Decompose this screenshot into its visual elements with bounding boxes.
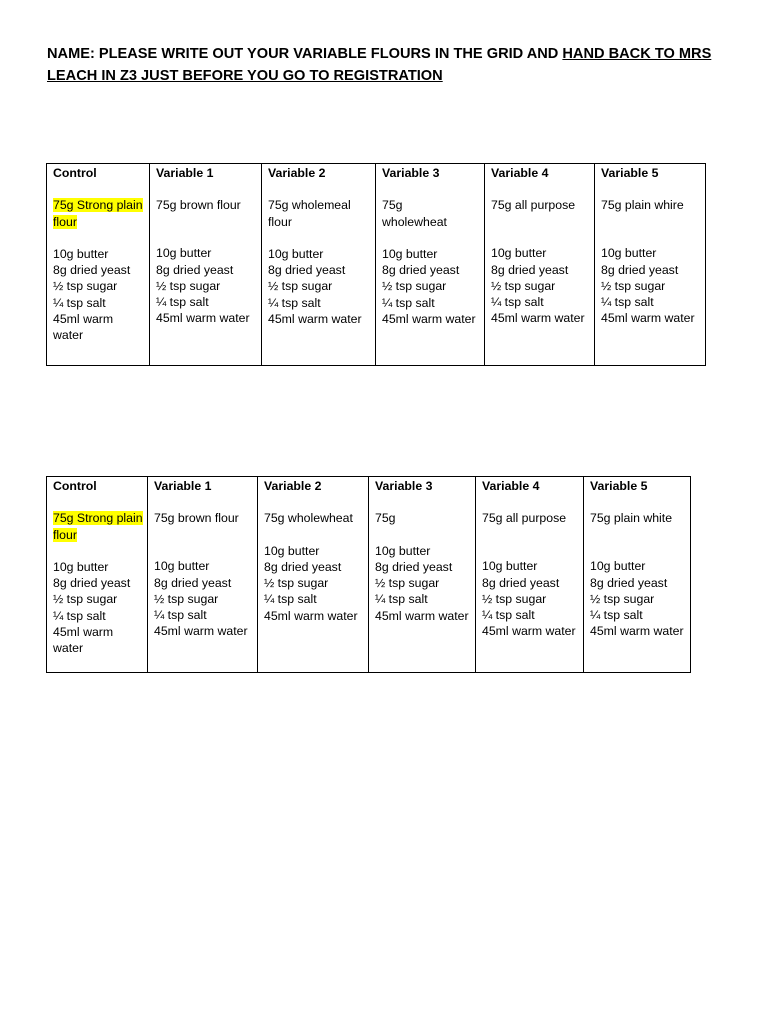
ingredient-item: ½ tsp sugar <box>375 576 440 591</box>
grid2-variable-4-cell[interactable] <box>476 477 584 673</box>
flour-entry: 75g wholemeal flour <box>268 198 351 229</box>
ingredient-item: 45ml warm water <box>268 312 362 327</box>
flour-entry: 75g brown flour <box>154 511 239 526</box>
column-header: Variable 2 <box>268 166 326 180</box>
ingredient-item: 10g butter <box>382 246 438 261</box>
ingredient-item: 10g butter <box>53 246 109 261</box>
grid2-variable-3-cell[interactable] <box>369 477 476 673</box>
ingredient-item: ½ tsp sugar <box>264 576 329 591</box>
page-heading <box>47 43 737 87</box>
ingredient-item: 10g butter <box>156 246 212 261</box>
ingredient-list <box>53 246 145 344</box>
column-header: Variable 5 <box>590 479 648 493</box>
ingredient-item: ½ tsp sugar <box>53 592 118 607</box>
ingredient-list <box>382 246 480 327</box>
grid1-variable-1-cell[interactable] <box>150 164 262 366</box>
flour-entry-highlighted: 75g Strong plain flour <box>53 511 143 542</box>
ingredient-item: ¼ tsp salt <box>482 608 535 623</box>
ingredient-item: 8g dried yeast <box>154 575 232 590</box>
ingredient-item: ½ tsp sugar <box>154 591 219 606</box>
ingredient-item: 8g dried yeast <box>482 575 560 590</box>
column-header: Variable 1 <box>154 479 212 493</box>
ingredient-item: 45ml warm water <box>382 312 476 327</box>
ingredient-list <box>375 543 471 624</box>
ingredient-item: 10g butter <box>268 246 324 261</box>
column-header: Variable 2 <box>264 479 322 493</box>
ingredient-list <box>268 246 371 327</box>
ingredient-item: ¼ tsp salt <box>268 295 321 310</box>
flour-entry: 75g all purpose <box>491 198 576 213</box>
flour-entry: 75g <box>375 511 396 526</box>
ingredient-list <box>482 558 579 639</box>
column-header: Variable 3 <box>382 166 440 180</box>
ingredient-list <box>601 245 701 326</box>
ingredient-item: 45ml warm water <box>375 608 469 623</box>
ingredient-item: 10g butter <box>375 543 431 558</box>
column-header: Control <box>53 166 97 180</box>
ingredient-item: 45ml warm water <box>590 624 684 639</box>
ingredient-list <box>264 543 364 624</box>
ingredient-list <box>154 558 253 639</box>
table-row <box>47 477 691 673</box>
ingredient-item: 8g dried yeast <box>590 575 668 590</box>
ingredient-list <box>156 245 257 326</box>
grid1-variable-4-cell[interactable] <box>485 164 595 366</box>
ingredient-item: 10g butter <box>590 559 646 574</box>
ingredient-item: 45ml warm water <box>53 312 114 343</box>
ingredient-item: 10g butter <box>264 543 320 558</box>
ingredient-item: 10g butter <box>482 559 538 574</box>
flour-entry: 75g all purpose <box>482 511 567 526</box>
ingredient-item: ½ tsp sugar <box>491 278 556 293</box>
ingredient-item: 8g dried yeast <box>491 262 569 277</box>
grid1-variable-5-cell[interactable] <box>595 164 706 366</box>
ingredient-list <box>491 245 590 326</box>
recipe-grid-1 <box>46 163 706 366</box>
ingredient-item: 45ml warm water <box>53 625 114 656</box>
ingredient-list <box>53 559 143 657</box>
ingredient-item: ½ tsp sugar <box>601 278 666 293</box>
ingredient-item: 45ml warm water <box>264 608 358 623</box>
ingredient-item: 8g dried yeast <box>264 559 342 574</box>
ingredient-item: ¼ tsp salt <box>601 295 654 310</box>
column-header: Variable 1 <box>156 166 214 180</box>
ingredient-item: ¼ tsp salt <box>491 295 544 310</box>
ingredient-item: ¼ tsp salt <box>382 295 435 310</box>
recipe-grid-2 <box>46 476 691 673</box>
heading-instruction: NAME: PLEASE WRITE OUT YOUR VARIABLE FLOURS IN THE GRID AND <box>47 46 563 62</box>
ingredient-item: ¼ tsp salt <box>53 608 106 623</box>
table-row <box>47 164 706 366</box>
flour-entry-highlighted: 75g Strong plain flour <box>53 198 143 229</box>
ingredient-item: 8g dried yeast <box>601 262 679 277</box>
ingredient-item: ¼ tsp salt <box>156 295 209 310</box>
grid2-variable-5-cell[interactable] <box>584 477 691 673</box>
ingredient-item: 10g butter <box>601 246 657 261</box>
ingredient-item: 45ml warm water <box>482 624 576 639</box>
ingredient-item: 8g dried yeast <box>375 559 453 574</box>
heading-underlined-instruction: HAND BACK TO MRS LEACH IN Z3 JUST BEFORE YOU GO TO REGISTRATION <box>47 46 712 84</box>
flour-entry: 75g brown flour <box>156 198 241 213</box>
column-header: Variable 4 <box>482 479 540 493</box>
ingredient-item: ¼ tsp salt <box>154 608 207 623</box>
grid2-variable-1-cell[interactable] <box>148 477 258 673</box>
ingredient-item: ¼ tsp salt <box>590 608 643 623</box>
flour-entry: 75g wholewheat <box>382 198 447 229</box>
ingredient-item: ¼ tsp salt <box>53 295 106 310</box>
ingredient-item: ½ tsp sugar <box>482 591 547 606</box>
ingredient-item: ½ tsp sugar <box>382 279 447 294</box>
ingredient-item: 45ml warm water <box>601 311 695 326</box>
flour-entry: 75g wholewheat <box>264 511 353 526</box>
column-header: Variable 4 <box>491 166 549 180</box>
ingredient-item: 8g dried yeast <box>53 263 131 278</box>
ingredient-item: 10g butter <box>154 559 210 574</box>
ingredient-item: 8g dried yeast <box>53 576 131 591</box>
flour-entry: 75g plain white <box>590 511 673 526</box>
flour-entry: 75g plain whire <box>601 198 684 213</box>
ingredient-item: ½ tsp sugar <box>590 591 655 606</box>
column-header: Control <box>53 479 97 493</box>
grid1-variable-3-cell[interactable] <box>376 164 485 366</box>
ingredient-item: 10g butter <box>491 246 547 261</box>
ingredient-item: 45ml warm water <box>491 311 585 326</box>
column-header: Variable 5 <box>601 166 659 180</box>
ingredient-item: 45ml warm water <box>154 624 248 639</box>
ingredient-item: ¼ tsp salt <box>375 592 428 607</box>
ingredient-item: 10g butter <box>53 559 109 574</box>
ingredient-item: ½ tsp sugar <box>156 278 221 293</box>
ingredient-item: 8g dried yeast <box>156 262 234 277</box>
grid1-variable-2-cell[interactable] <box>262 164 376 366</box>
ingredient-item: ¼ tsp salt <box>264 592 317 607</box>
grid2-control-cell[interactable] <box>47 477 148 673</box>
ingredient-item: ½ tsp sugar <box>53 279 118 294</box>
ingredient-item: 8g dried yeast <box>382 263 460 278</box>
ingredient-list <box>590 558 686 639</box>
ingredient-item: 45ml warm water <box>156 311 250 326</box>
ingredient-item: ½ tsp sugar <box>268 279 333 294</box>
grid1-control-cell[interactable] <box>47 164 150 366</box>
ingredient-item: 8g dried yeast <box>268 263 346 278</box>
column-header: Variable 3 <box>375 479 433 493</box>
grid2-variable-2-cell[interactable] <box>258 477 369 673</box>
